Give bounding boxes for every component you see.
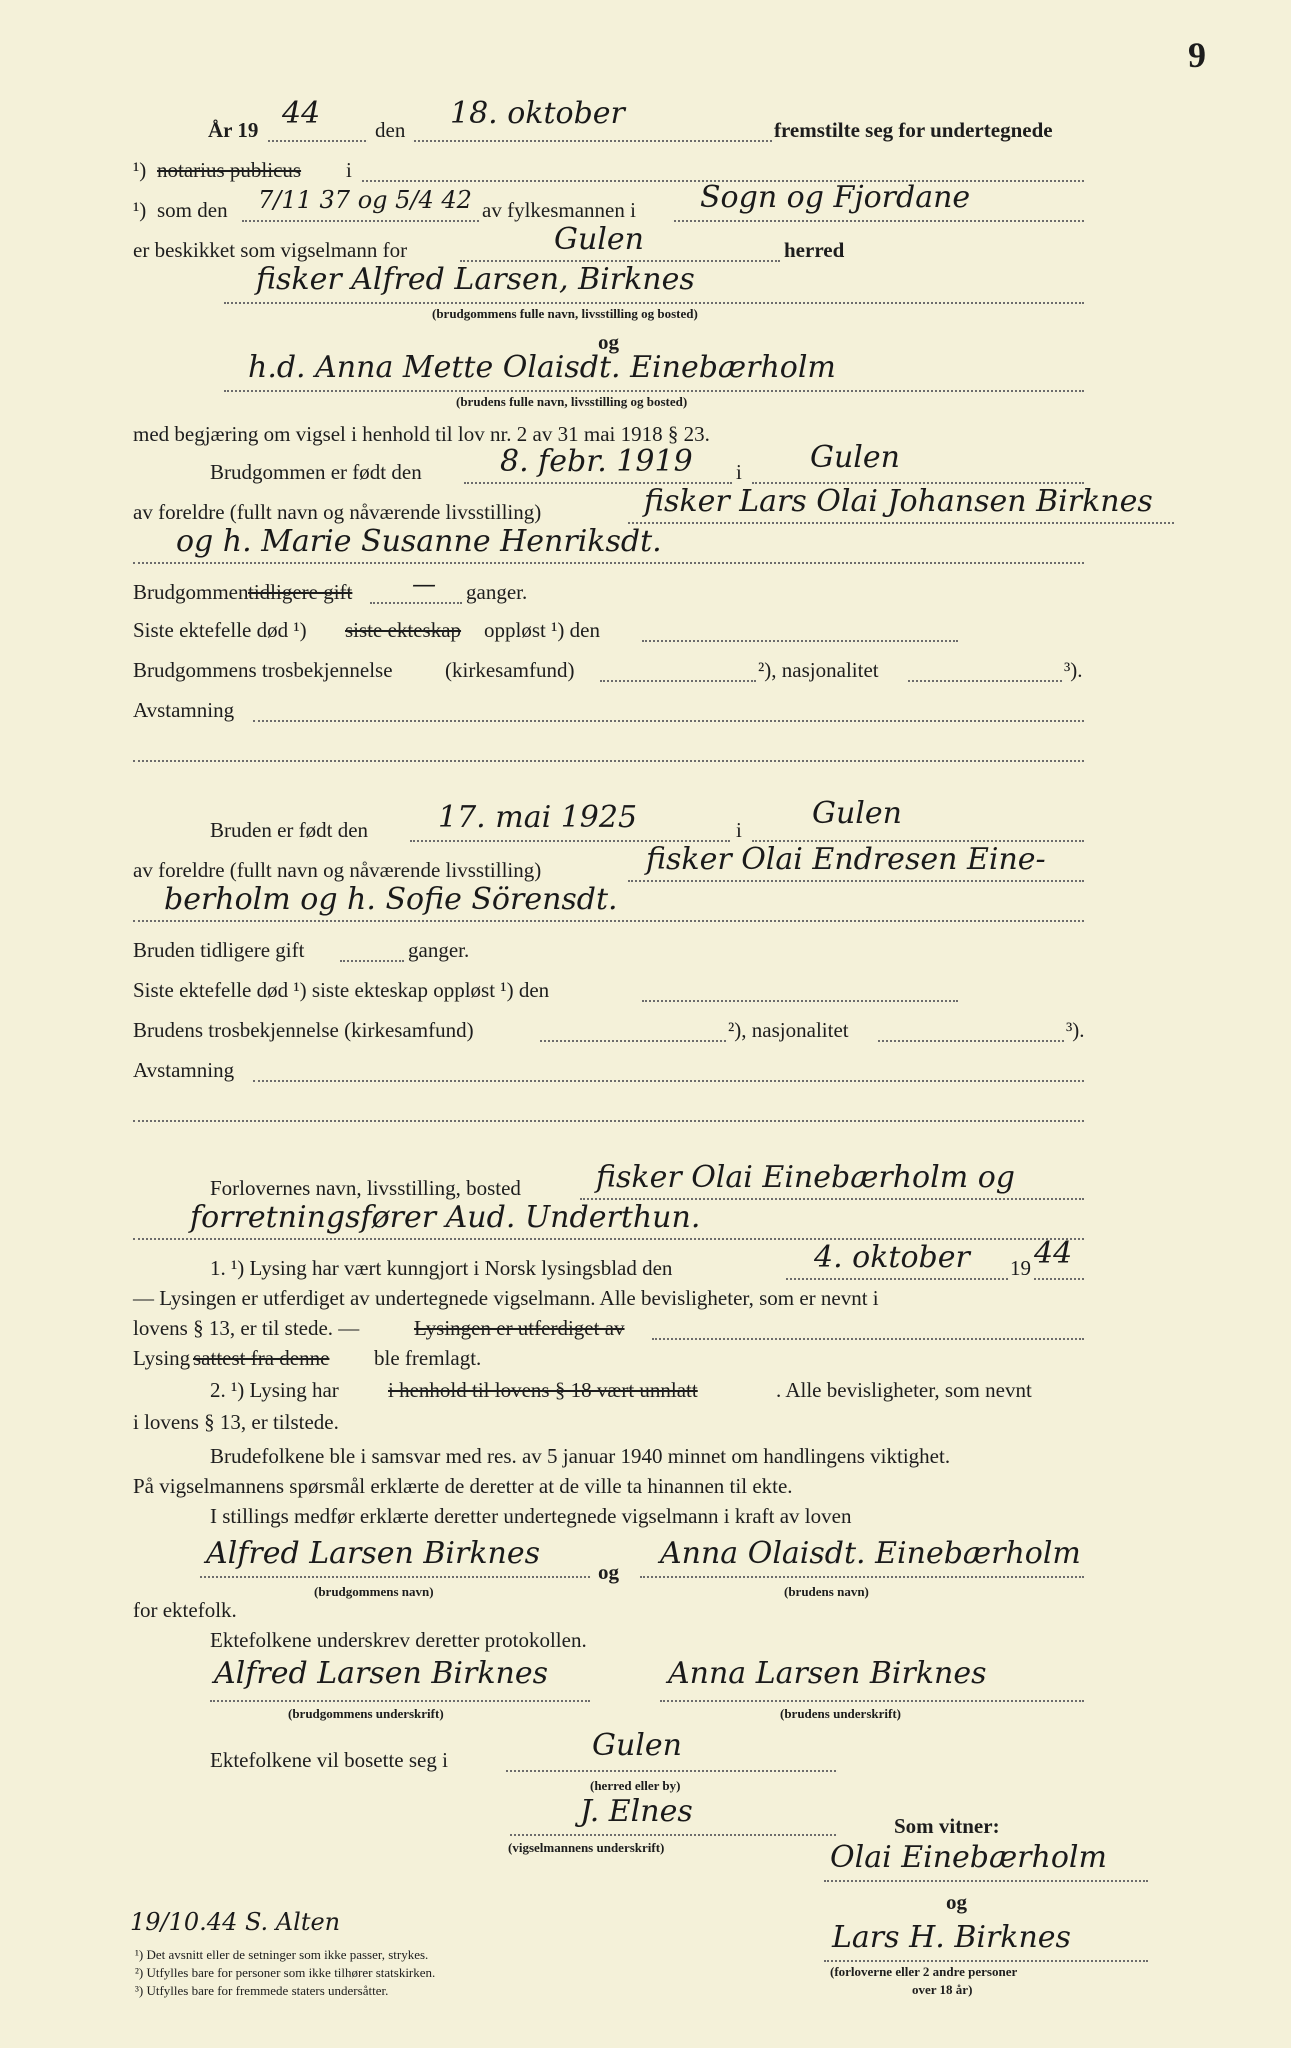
label-som-den: som den	[157, 198, 228, 222]
label-herred: herred	[784, 238, 845, 262]
dotted-line	[652, 1338, 1084, 1340]
label-aar: År 19	[208, 118, 259, 142]
label-med-begjaering: med begjæring om vigsel i henhold til lov nr. 2 av 31 mai 1918 § 23.	[133, 422, 710, 446]
dotted-line	[224, 302, 1084, 304]
dotted-line	[253, 1080, 1084, 1082]
label-brudgom-tro: Brudgommens trosbekjennelse	[133, 658, 393, 682]
hw-brudgom-sted: Gulen	[810, 440, 900, 475]
dotted-line	[642, 640, 958, 642]
label-og: og	[598, 1560, 619, 1584]
dotted-line	[628, 522, 1174, 524]
page-number: 9	[1188, 35, 1206, 75]
label-i: i	[346, 158, 352, 182]
label-lysing2-struck: i henhold til lovens § 18 vært unnlatt	[388, 1378, 698, 1402]
label-brudgom-siste: Siste ektefelle død ¹)	[133, 618, 307, 642]
hw-brudgom-foreldre-2: og h. Marie Susanne Henriksdt.	[176, 524, 662, 559]
hw-forlovere-1: fisker Olai Einebærholm og	[596, 1160, 1015, 1195]
label-kirkesamfund: (kirkesamfund)	[445, 658, 575, 682]
hw-herred: Gulen	[554, 222, 644, 257]
caption-vigsel-sign: (vigselmannens underskrift)	[508, 1840, 665, 1855]
label-forlovernes: Forlovernes navn, livsstilling, bosted	[210, 1176, 521, 1200]
caption-brud: (brudens fulle navn, livsstilling og bosted)	[456, 394, 688, 409]
label-i: i	[736, 818, 742, 842]
hw-lysing-dato: 4. oktober	[814, 1240, 970, 1275]
dotted-line	[640, 1576, 1084, 1578]
label-bevisligheter: . Alle bevisligheter, som nevnt	[776, 1378, 1032, 1402]
dotted-line	[210, 1700, 590, 1702]
hw-dato: 18. oktober	[450, 96, 625, 131]
dotted-line	[133, 760, 1084, 762]
hw-brudgom-gift: —	[412, 570, 436, 598]
label-brudgom-siste-struck: siste ekteskap	[345, 618, 462, 642]
dotted-line	[414, 140, 772, 142]
dotted-line	[253, 720, 1084, 722]
hw-brudgom-sign: Alfred Larsen Birknes	[214, 1656, 548, 1691]
hw-brudgom-foreldre-1: fisker Lars Olai Johansen Birknes	[644, 484, 1153, 519]
label-fylkesmann: av fylkesmannen i	[482, 198, 636, 222]
dotted-line	[224, 390, 1084, 392]
dotted-line	[133, 920, 1084, 922]
label-i: i	[736, 460, 742, 484]
label-brud-tro: Brudens trosbekjennelse (kirkesamfund)	[133, 1018, 474, 1042]
fn-mark: ¹)	[133, 158, 147, 182]
label-og: og	[598, 330, 619, 354]
hw-brudgom: fisker Alfred Larsen, Birknes	[256, 262, 695, 297]
dotted-line	[133, 562, 1084, 564]
footnotes	[135, 1946, 435, 2000]
hw-brud-sign: Anna Larsen Birknes	[668, 1656, 987, 1691]
label-avstamning: Avstamning	[133, 1058, 235, 1082]
hw-brudgom-fodt: 8. febr. 1919	[500, 444, 693, 479]
hw-brud-foreldre-1: fisker Olai Endresen Eine-	[646, 842, 1046, 877]
label-for-ektefolk: for ektefolk.	[133, 1598, 237, 1622]
dotted-line	[628, 880, 1084, 882]
dotted-line	[786, 1278, 1008, 1280]
hw-brudens-navn: Anna Olaisdt. Einebærholm	[660, 1536, 1081, 1571]
dotted-line	[908, 680, 1062, 682]
label-brudgom-foreldre: av foreldre (fullt navn og nåværende livsstilling)	[133, 500, 542, 524]
label-brud-gift: Bruden tidligere gift	[133, 938, 305, 962]
label-19: 19	[1010, 1256, 1031, 1280]
fn-mark: ¹)	[133, 198, 147, 222]
dotted-line	[370, 602, 462, 604]
label-lysing: Lysing	[133, 1346, 191, 1370]
label-lovens: lovens § 13, er til stede. —	[133, 1316, 360, 1340]
hw-brud-foreldre-2: berholm og h. Sofie Sörensdt.	[164, 882, 618, 917]
label-stillings: I stillings medfør erklærte deretter undertegnede vigselmann i kraft av loven	[210, 1504, 852, 1528]
hw-note: 19/10.44 S. Alten	[130, 1908, 341, 1936]
label-brudgom-gift: Brudgommen	[133, 580, 249, 604]
footnote-3: ³) Utfylles bare for fremmede staters undersåtter.	[135, 1983, 389, 1998]
label-lysing-utferdiget: — Lysingen er utferdiget av undertegnede vigselmann. Alle bevisligheter, som er nevnt i	[133, 1286, 879, 1310]
dotted-line	[540, 1040, 726, 1042]
caption-brud-sign: (brudens underskrift)	[780, 1706, 901, 1721]
footnote-2: ²) Utfylles bare for personer som ikke tilhører statskirken.	[135, 1965, 436, 1980]
hw-lysing-aar: 44	[1034, 1236, 1073, 1271]
label-brudgom-gift-struck: tidligere gift	[248, 580, 353, 604]
hw-vitne2: Lars H. Birknes	[832, 1920, 1071, 1955]
dotted-line	[340, 960, 404, 962]
label-brudefolkene: Brudefolkene ble i samsvar med res. av 5 januar 1940 minnet om handlingens viktighet.	[210, 1444, 951, 1468]
label-lovens-13: i lovens § 13, er tilstede.	[133, 1410, 339, 1434]
dotted-line	[1034, 1278, 1084, 1280]
label-brudgom-fodt: Brudgommen er født den	[210, 460, 422, 484]
dotted-line	[268, 140, 366, 142]
label-brudgom-oppslost: oppløst ¹) den	[484, 618, 600, 642]
label-fremlagt: ble fremlagt.	[374, 1346, 482, 1370]
dotted-line	[674, 220, 1084, 222]
label-notarius: notarius publicus	[157, 158, 302, 182]
label-brud-fodt: Bruden er født den	[210, 818, 369, 842]
hw-som-den: 7/11 37 og 5/4 42	[258, 186, 472, 214]
dotted-line	[660, 1700, 1084, 1702]
label-lysing-struck: Lysingen er utferdiget av	[414, 1316, 625, 1340]
label-brud-siste: Siste ektefelle død ¹) siste ekteskap oppløst ¹) den	[133, 978, 550, 1002]
label-underskrev: Ektefolkene underskrev deretter protokollen.	[210, 1628, 587, 1652]
caption-forlovere-2: over 18 år)	[912, 1982, 973, 1997]
label-nasj-end: ³).	[1066, 1018, 1085, 1042]
dotted-line	[133, 1120, 1084, 1122]
caption-brudgom-navn: (brudgommens navn)	[314, 1584, 434, 1599]
label-paa-vigsel: På vigselmannens spørsmål erklærte de deretter at de ville ta hinannen til ekte.	[133, 1474, 793, 1498]
label-beskikket: er beskikket som vigselmann for	[133, 238, 408, 262]
label-den: den	[375, 118, 406, 142]
dotted-line	[824, 1880, 1148, 1882]
hw-brud: h.d. Anna Mette Olaisdt. Einebærholm	[248, 350, 836, 385]
hw-aar: 44	[282, 96, 321, 131]
hw-brudgom-navn: Alfred Larsen Birknes	[206, 1536, 540, 1571]
label-brud-foreldre: av foreldre (fullt navn og nåværende livsstilling)	[133, 858, 542, 882]
dotted-line	[824, 1960, 1148, 1962]
label-lysing2: 2. ¹) Lysing har	[210, 1378, 339, 1402]
dotted-line	[600, 680, 756, 682]
hw-brud-fodt: 17. mai 1925	[438, 800, 638, 835]
caption-brudgom: (brudgommens fulle navn, livsstilling og bosted)	[432, 306, 698, 321]
label-og: og	[946, 1890, 967, 1914]
hw-fylke: Sogn og Fjordane	[700, 180, 971, 215]
label-ganger: ganger.	[466, 580, 528, 604]
footnote-1: ¹) Det avsnitt eller de setninger som ikke passer, strykes.	[135, 1947, 429, 1962]
label-som-vitner: Som vitner:	[894, 1814, 1000, 1838]
label-bosette: Ektefolkene vil bosette seg i	[210, 1748, 448, 1772]
caption-herred: (herred eller by)	[590, 1778, 681, 1793]
caption-forlovere-1: (forloverne eller 2 andre personer	[830, 1964, 1018, 1979]
dotted-line	[200, 1576, 590, 1578]
label-nasjonalitet: ²), nasjonalitet	[728, 1018, 849, 1042]
caption-brudgom-sign: (brudgommens underskrift)	[288, 1706, 444, 1721]
hw-forlovere-2: forretningsfører Aud. Underthun.	[190, 1200, 701, 1235]
label-ganger: ganger.	[408, 938, 470, 962]
label-fremstilte: fremstilte seg for undertegnede	[774, 118, 1053, 142]
hw-brud-sted: Gulen	[812, 796, 902, 831]
caption-brudens-navn: (brudens navn)	[784, 1584, 869, 1599]
hw-vigsel-sign: J. Elnes	[580, 1794, 693, 1829]
dotted-line	[642, 1000, 958, 1002]
label-nasj-end: ³).	[1064, 658, 1083, 682]
dotted-line	[242, 220, 479, 222]
dotted-line	[510, 1834, 836, 1836]
dotted-line	[878, 1040, 1064, 1042]
label-attest-struck: sattest fra denne	[193, 1346, 330, 1370]
dotted-line	[506, 1770, 836, 1772]
label-lysing1: 1. ¹) Lysing har vært kunngjort i Norsk lysingsblad den	[210, 1256, 673, 1280]
hw-bosted: Gulen	[592, 1728, 682, 1763]
label-nasjonalitet: ²), nasjonalitet	[758, 658, 879, 682]
hw-vitne1: Olai Einebærholm	[830, 1840, 1107, 1875]
label-avstamning: Avstamning	[133, 698, 235, 722]
